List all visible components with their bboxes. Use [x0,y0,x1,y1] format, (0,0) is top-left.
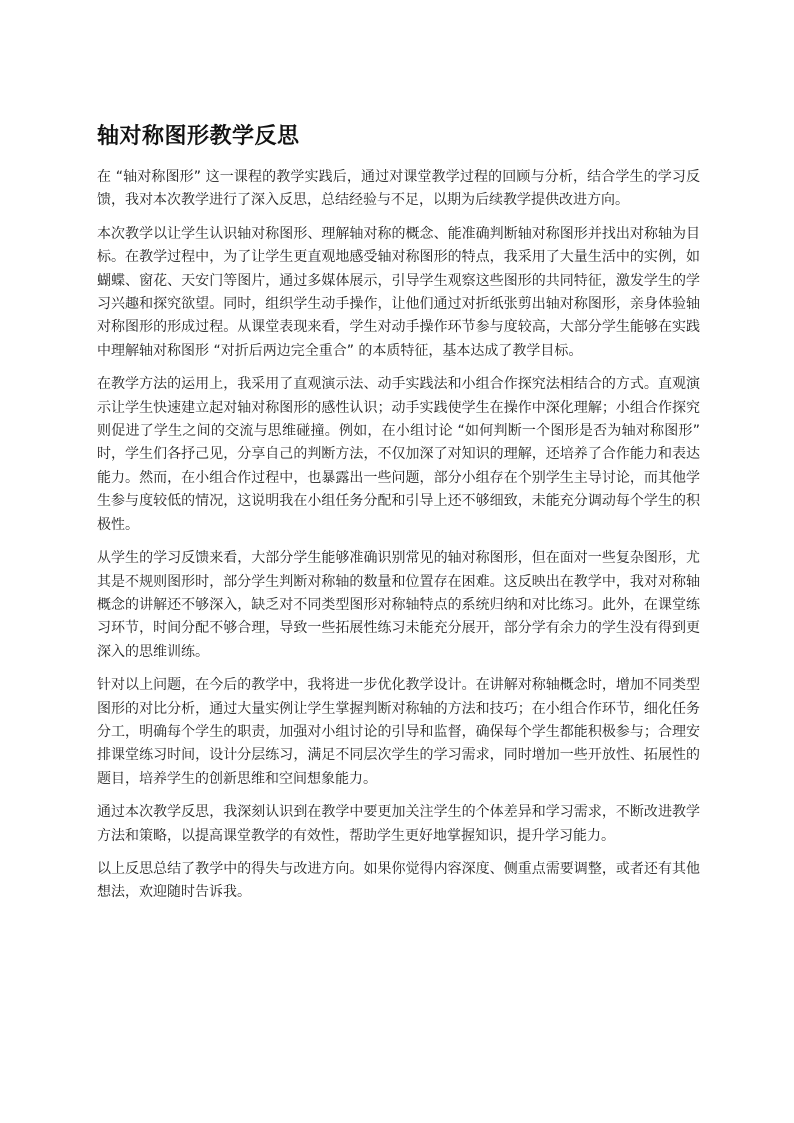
paragraph-improvements: 针对以上问题，在今后的教学中，我将进一步优化教学设计。在讲解对称轴概念时，增加不同类型图形的对比分析，通过大量实例让学生掌握判断对称轴的方法和技巧；在小组合作环节，细化任务分工，明确每个学生的职责，加强对小组讨论的引导和监督，确保每个学生都能积极参与；合理安排课堂练习时间，设计分层练习，满足不同层次学生的学习需求，同时增加一些开放性、拓展性的题目，培养学生的创新思维和空间想象能力。 [97,677,700,787]
paragraph-teaching-methods: 在教学方法的运用上，我采用了直观演示法、动手实践法和小组合作探究法相结合的方式。直观演示让学生快速建立起对轴对称图形的感性认识；动手实践使学生在操作中深化理解；小组合作探究则促进了学生之间的交流与思维碰撞。例如，在小组讨论 “如何判断一个图形是否为轴对称图形” 时，学生们各抒己见，分享自己的判断方法，不仅加深了对知识的理解，还培养了合作能力和表达能力。然而，在小组合作过程中，也暴露出一些问题，部分小组存在个别学生主导讨论，而其他学生参与度较低的情况，这说明我在小组任务分配和引导上还不够细致，未能充分调动每个学生的积极性。 [97,376,700,533]
document-page [97,122,700,915]
paragraph-closing-note: 以上反思总结了教学中的得失与改进方向。如果你觉得内容深度、侧重点需要调整，或者还有其他想法，欢迎随时告诉我。 [97,860,700,901]
document-title: 轴对称图形教学反思 [97,124,300,149]
paragraph-student-feedback: 从学生的学习反馈来看，大部分学生能够准确识别常见的轴对称图形，但在面对一些复杂图形，尤其是不规则图形时，部分学生判断对称轴的数量和位置存在困难。这反映出在教学中，我对对称轴概念的讲解还不够深入，缺乏对不同类型图形对称轴特点的系统归纳和对比练习。此外，在课堂练习环节，时间分配不够合理，导致一些拓展性练习未能充分展开，部分学有余力的学生没有得到更深入的思维训练。 [97,550,700,660]
paragraph-teaching-goals: 本次教学以让学生认识轴对称图形、理解轴对称的概念、能准确判断轴对称图形并找出对称轴为目标。在教学过程中，为了让学生更直观地感受轴对称图形的特点，我采用了大量生活中的实例，如蝴蝶、窗花、天安门等图片，通过多媒体展示，引导学生观察这些图形的共同特征，激发学生的学习兴趣和探究欲望。同时，组织学生动手操作，让他们通过对折纸张剪出轴对称图形，亲身体验轴对称图形的形成过程。从课堂表现来看，学生对动手操作环节参与度较高，大部分学生能够在实践中理解轴对称图形 “对折后两边完全重合” 的本质特征，基本达成了教学目标。 [97,225,700,359]
paragraph-conclusion: 通过本次教学反思，我深刻认识到在教学中要更加关注学生的个体差异和学习需求，不断改进教学方法和策略，以提高课堂教学的有效性，帮助学生更好地掌握知识，提升学习能力。 [97,804,700,844]
paragraph-intro: 在 “轴对称图形” 这一课程的教学实践后，通过对课堂教学过程的回顾与分析，结合学生的学习反馈，我对本次教学进行了深入反思，总结经验与不足，以期为后续教学提供改进方向。 [97,169,700,209]
